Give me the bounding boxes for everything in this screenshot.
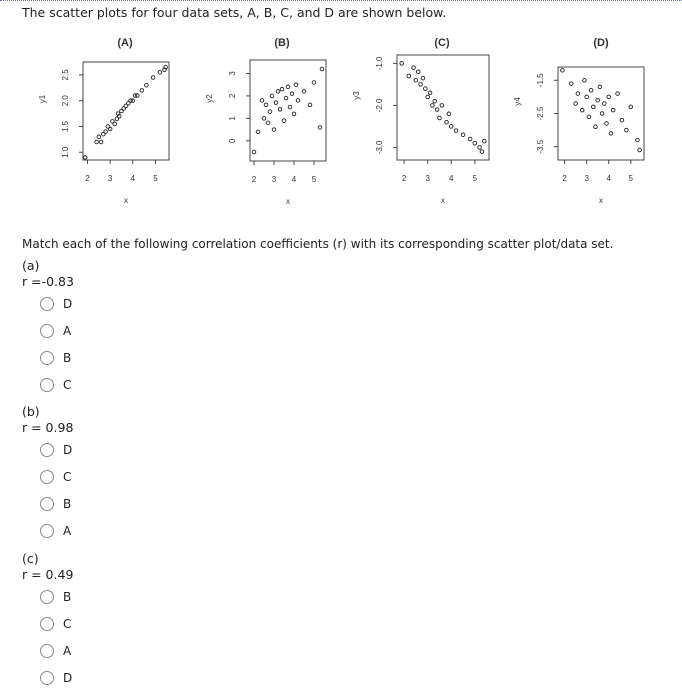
x-tick-label: 5 xyxy=(472,174,478,183)
data-point xyxy=(596,98,600,102)
part-b-r-value: r = 0.98 xyxy=(22,420,74,435)
part-b-option-3[interactable] xyxy=(40,497,71,511)
part-c-r-value: r = 0.49 xyxy=(22,567,74,582)
radio-button[interactable] xyxy=(40,497,54,511)
radio-button[interactable] xyxy=(40,470,54,484)
option-label: A xyxy=(63,644,72,658)
x-tick-label: 3 xyxy=(271,175,277,184)
x-tick-label: 2 xyxy=(562,174,567,183)
radio-button[interactable] xyxy=(40,443,54,457)
part-c-option-1[interactable] xyxy=(40,590,71,604)
option-label: D xyxy=(63,671,73,685)
y-tick-label: -1.0 xyxy=(375,56,385,71)
option-label: D xyxy=(63,443,73,457)
option-label: C xyxy=(63,617,72,631)
data-point xyxy=(598,85,602,89)
data-point xyxy=(600,112,604,116)
y-axis-label: y4 xyxy=(513,97,523,106)
radio-button[interactable] xyxy=(40,671,54,685)
x-tick-label: 2 xyxy=(85,174,90,183)
part-a xyxy=(22,258,74,290)
part-c-label: (c) xyxy=(22,551,39,566)
data-point xyxy=(591,105,595,109)
part-a-option-1[interactable] xyxy=(40,297,72,311)
y-tick-label: 2.5 xyxy=(61,69,71,81)
y-tick-label: -3.0 xyxy=(375,140,385,155)
radio-button[interactable] xyxy=(40,378,54,392)
option-label: B xyxy=(63,590,72,604)
data-point xyxy=(629,105,633,109)
radio-button[interactable] xyxy=(40,524,54,538)
question-text: Match each of the following correlation coefficients (r) with its corresponding scatter plot/data set. xyxy=(22,237,614,251)
y-tick-label: 3 xyxy=(228,71,238,76)
option-label: D xyxy=(63,297,73,311)
y-axis-label: y1 xyxy=(38,94,48,104)
radio-button[interactable] xyxy=(40,617,54,631)
part-b xyxy=(22,404,73,436)
option-label: B xyxy=(63,497,72,511)
x-tick-label: 5 xyxy=(153,174,158,183)
data-point xyxy=(585,95,589,99)
data-point xyxy=(594,125,598,129)
option-label: A xyxy=(63,524,72,538)
part-b-option-2[interactable] xyxy=(40,470,71,484)
part-c xyxy=(22,551,73,583)
part-a-r-value: r =-0.83 xyxy=(22,274,74,289)
part-b-label: (b) xyxy=(22,404,40,419)
data-point xyxy=(569,82,573,86)
part-a-option-3[interactable] xyxy=(40,351,71,365)
plot-frame xyxy=(558,67,644,160)
data-point xyxy=(638,148,642,152)
plot-title: (B) xyxy=(274,37,290,49)
y-axis-label: y3 xyxy=(352,91,362,100)
data-point xyxy=(605,122,609,126)
y-tick-label: 2.0 xyxy=(61,95,71,107)
y-tick-label: -1.5 xyxy=(536,73,546,88)
part-c-option-2[interactable] xyxy=(40,617,71,631)
x-axis-label: x xyxy=(286,197,290,206)
y-tick-label: 1.0 xyxy=(61,146,71,158)
x-tick-label: 2 xyxy=(251,175,257,184)
intro-text: The scatter plots for four data sets, A, B, C, and D are shown below. xyxy=(22,5,447,20)
y-tick-label: 0 xyxy=(228,138,238,144)
x-tick-label: 3 xyxy=(584,174,589,183)
radio-button[interactable] xyxy=(40,644,54,658)
part-b-option-1[interactable] xyxy=(40,443,72,457)
x-axis-label: x xyxy=(599,196,603,205)
data-point xyxy=(603,102,607,106)
part-c-option-3[interactable] xyxy=(40,644,71,658)
part-c-option-4[interactable] xyxy=(40,671,72,685)
data-point xyxy=(609,132,613,136)
x-tick-label: 5 xyxy=(311,175,317,184)
data-point xyxy=(636,138,640,142)
y-tick-label: 2 xyxy=(228,93,238,99)
y-tick-label: -2.5 xyxy=(536,106,546,121)
option-label: C xyxy=(63,470,72,484)
part-b-option-4[interactable] xyxy=(40,524,71,538)
x-axis-label: x xyxy=(124,196,128,205)
x-tick-label: 2 xyxy=(401,174,407,183)
part-a-label: (a) xyxy=(22,258,40,273)
data-point xyxy=(607,95,611,99)
scatter-plot-d xyxy=(0,0,682,230)
scatter-plots xyxy=(0,0,682,230)
option-label: A xyxy=(63,324,72,338)
data-point xyxy=(611,108,615,112)
x-tick-label: 4 xyxy=(130,174,136,183)
y-tick-label: 1 xyxy=(228,116,238,121)
x-tick-label: 4 xyxy=(606,174,611,183)
y-tick-label: 1.5 xyxy=(61,120,71,133)
y-tick-label: -2.0 xyxy=(375,98,385,113)
x-tick-label: 3 xyxy=(107,174,113,183)
data-point xyxy=(625,128,629,132)
plot-title: (A) xyxy=(117,37,133,49)
data-point xyxy=(576,92,580,96)
data-point xyxy=(561,69,565,73)
data-point xyxy=(589,88,593,92)
plot-title: (D) xyxy=(593,37,609,49)
data-point xyxy=(620,118,624,122)
radio-button[interactable] xyxy=(40,297,54,311)
y-tick-label: -3.5 xyxy=(536,139,546,154)
data-point xyxy=(587,115,591,119)
plot-title: (C) xyxy=(434,37,450,49)
option-label: B xyxy=(63,351,72,365)
option-label: C xyxy=(63,378,72,392)
x-tick-label: 3 xyxy=(425,174,430,183)
radio-button[interactable] xyxy=(40,590,54,604)
y-axis-label: y2 xyxy=(205,94,215,103)
data-point xyxy=(574,102,578,106)
x-tick-label: 4 xyxy=(449,174,454,183)
x-tick-label: 5 xyxy=(628,174,633,183)
radio-button[interactable] xyxy=(40,351,54,365)
radio-button[interactable] xyxy=(40,324,54,338)
data-point xyxy=(583,78,587,82)
data-point xyxy=(616,92,620,96)
x-tick-label: 4 xyxy=(291,175,297,184)
part-a-option-2[interactable] xyxy=(40,324,71,338)
part-a-option-4[interactable] xyxy=(40,378,71,392)
data-point xyxy=(580,108,584,112)
x-axis-label: x xyxy=(441,196,445,205)
